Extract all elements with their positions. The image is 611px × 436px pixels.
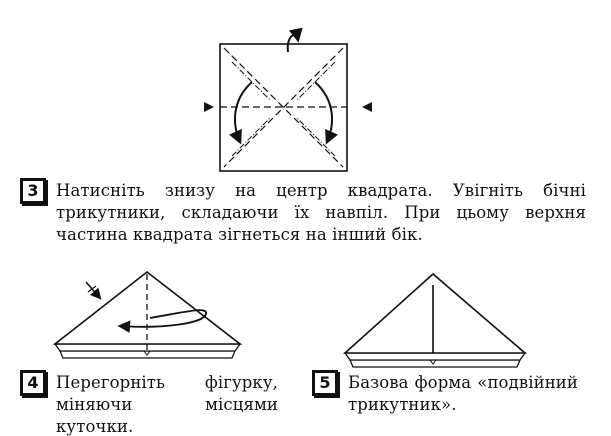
square-figure xyxy=(204,35,372,171)
push-marker-icon xyxy=(86,282,100,298)
step-5-caption xyxy=(312,370,602,420)
layer-strip xyxy=(345,353,525,360)
step-3-caption xyxy=(20,178,595,250)
triangle-figure-step5 xyxy=(345,274,525,367)
push-marker-icon xyxy=(362,102,372,112)
step-number-badge: 5 xyxy=(312,370,338,396)
main-triangle xyxy=(345,274,525,353)
step-number-badge: 4 xyxy=(20,370,46,396)
step-instruction: Перегорніть фігурку, міняючи місцями куточки. xyxy=(56,373,278,436)
triangle-figure-step4 xyxy=(55,272,240,358)
step-instruction: Натисніть знизу на центр квадрата. Увігніть бічні трикутники, складаючи їх навпіл. При цьому верхня частина квадрата зігнеться на інший бік. xyxy=(56,181,586,244)
push-marker-icon xyxy=(204,102,214,112)
step-4-caption xyxy=(20,370,290,436)
step-number-badge: 3 xyxy=(20,178,46,204)
step-instruction: Базова форма «подвійний трикутник». xyxy=(348,373,578,414)
